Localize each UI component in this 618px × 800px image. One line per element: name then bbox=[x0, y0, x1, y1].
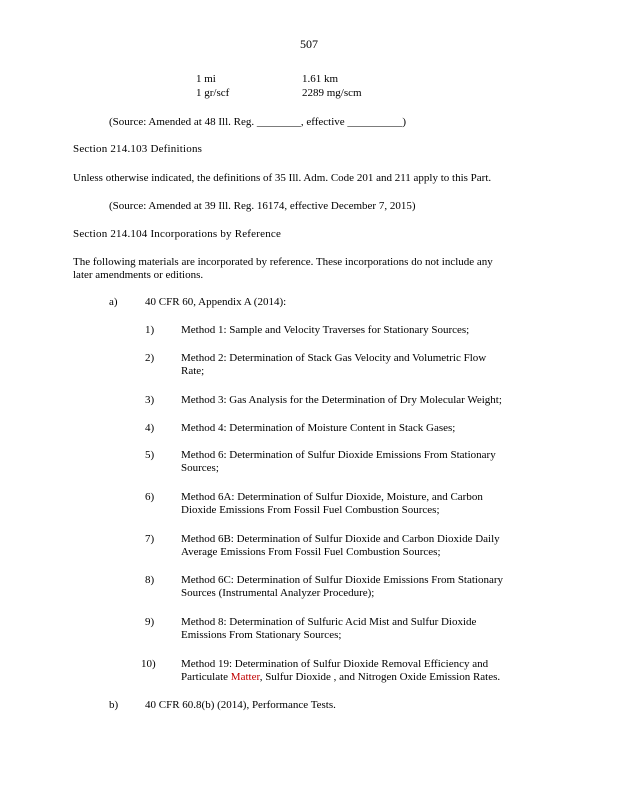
method-number: 1) bbox=[145, 324, 155, 336]
section-214-103-source: (Source: Amended at 39 Ill. Reg. 16174, effective December 7, 2015) bbox=[109, 200, 416, 212]
conversion-to-1: 1.61 km bbox=[302, 73, 339, 85]
source-note-prefix: (Source: Amended at 48 Ill. Reg. bbox=[109, 116, 257, 128]
method-line-2: Average Emissions From Fossil Fuel Combustion Sources; bbox=[181, 546, 441, 558]
method-line-1: Method 6: Determination of Sulfur Dioxide Emissions From Stationary bbox=[181, 449, 496, 461]
method-10-text-before: Particulate bbox=[181, 671, 231, 683]
conversion-from-1: 1 mi bbox=[196, 73, 216, 85]
method-line-1: Method 8: Determination of Sulfuric Acid Mist and Sulfur Dioxide bbox=[181, 616, 477, 628]
section-214-104-intro-line-2: later amendments or editions. bbox=[73, 269, 204, 281]
method-line-1: Method 3: Gas Analysis for the Determination of Dry Molecular Weight; bbox=[181, 394, 502, 406]
source-note-blank-date: __________ bbox=[347, 116, 403, 128]
method-line-2: Sources (Instrumental Analyzer Procedure); bbox=[181, 587, 375, 599]
method-line-1: Method 4: Determination of Moisture Content in Stack Gases; bbox=[181, 422, 456, 434]
item-b-text: 40 CFR 60.8(b) (2014), Performance Tests. bbox=[145, 699, 336, 711]
item-b-label: b) bbox=[109, 699, 119, 711]
method-line-2: Emissions From Stationary Sources; bbox=[181, 629, 342, 641]
section-214-103-body: Unless otherwise indicated, the definitions of 35 Ill. Adm. Code 201 and 211 apply to this Part. bbox=[73, 172, 492, 184]
item-a-label: a) bbox=[109, 296, 118, 308]
method-number: 3) bbox=[145, 394, 155, 406]
method-line-1: Method 19: Determination of Sulfur Dioxide Removal Efficiency and bbox=[181, 658, 489, 670]
method-line-2: Dioxide Emissions From Fossil Fuel Combustion Sources; bbox=[181, 504, 440, 516]
source-note-suffix: ) bbox=[402, 116, 407, 128]
method-10-line-2 bbox=[181, 671, 500, 684]
method-number: 9) bbox=[145, 616, 155, 628]
method-number: 2) bbox=[145, 352, 155, 364]
source-note-blank-reg: ________ bbox=[256, 116, 301, 128]
method-number: 6) bbox=[145, 491, 155, 503]
item-a-text: 40 CFR 60, Appendix A (2014): bbox=[145, 296, 287, 308]
method-line-2: Rate; bbox=[181, 365, 205, 377]
conversion-to-2: 2289 mg/scm bbox=[302, 87, 362, 99]
method-line-1: Method 6C: Determination of Sulfur Dioxide Emissions From Stationary bbox=[181, 574, 504, 586]
method-number: 5) bbox=[145, 449, 155, 461]
method-line-2: Sources; bbox=[181, 462, 219, 474]
method-number: 4) bbox=[145, 422, 155, 434]
method-line-1: Method 6A: Determination of Sulfur Dioxide, Moisture, and Carbon bbox=[181, 491, 483, 503]
source-note-middle: , effective bbox=[300, 116, 348, 128]
source-note-amended-48 bbox=[109, 116, 406, 129]
conversion-from-2: 1 gr/scf bbox=[196, 87, 230, 99]
section-214-104-heading: Section 214.104 Incorporations by Reference bbox=[73, 228, 282, 240]
section-214-104-intro-line-1: The following materials are incorporated by reference. These incorporations do not include any bbox=[73, 256, 493, 268]
page-number: 507 bbox=[300, 37, 318, 51]
method-line-1: Method 2: Determination of Stack Gas Velocity and Volumetric Flow bbox=[181, 352, 487, 364]
method-number: 7) bbox=[145, 533, 155, 545]
method-10-text-after: , Sulfur Dioxide , and Nitrogen Oxide Emission Rates. bbox=[259, 671, 501, 683]
section-214-103-heading: Section 214.103 Definitions bbox=[73, 143, 203, 155]
method-number: 10) bbox=[141, 658, 156, 670]
method-number: 8) bbox=[145, 574, 155, 586]
method-line-1: Method 6B: Determination of Sulfur Dioxide and Carbon Dioxide Daily bbox=[181, 533, 500, 545]
method-10-highlighted-word: Matter bbox=[230, 671, 260, 683]
method-line-1: Method 1: Sample and Velocity Traverses for Stationary Sources; bbox=[181, 324, 470, 336]
